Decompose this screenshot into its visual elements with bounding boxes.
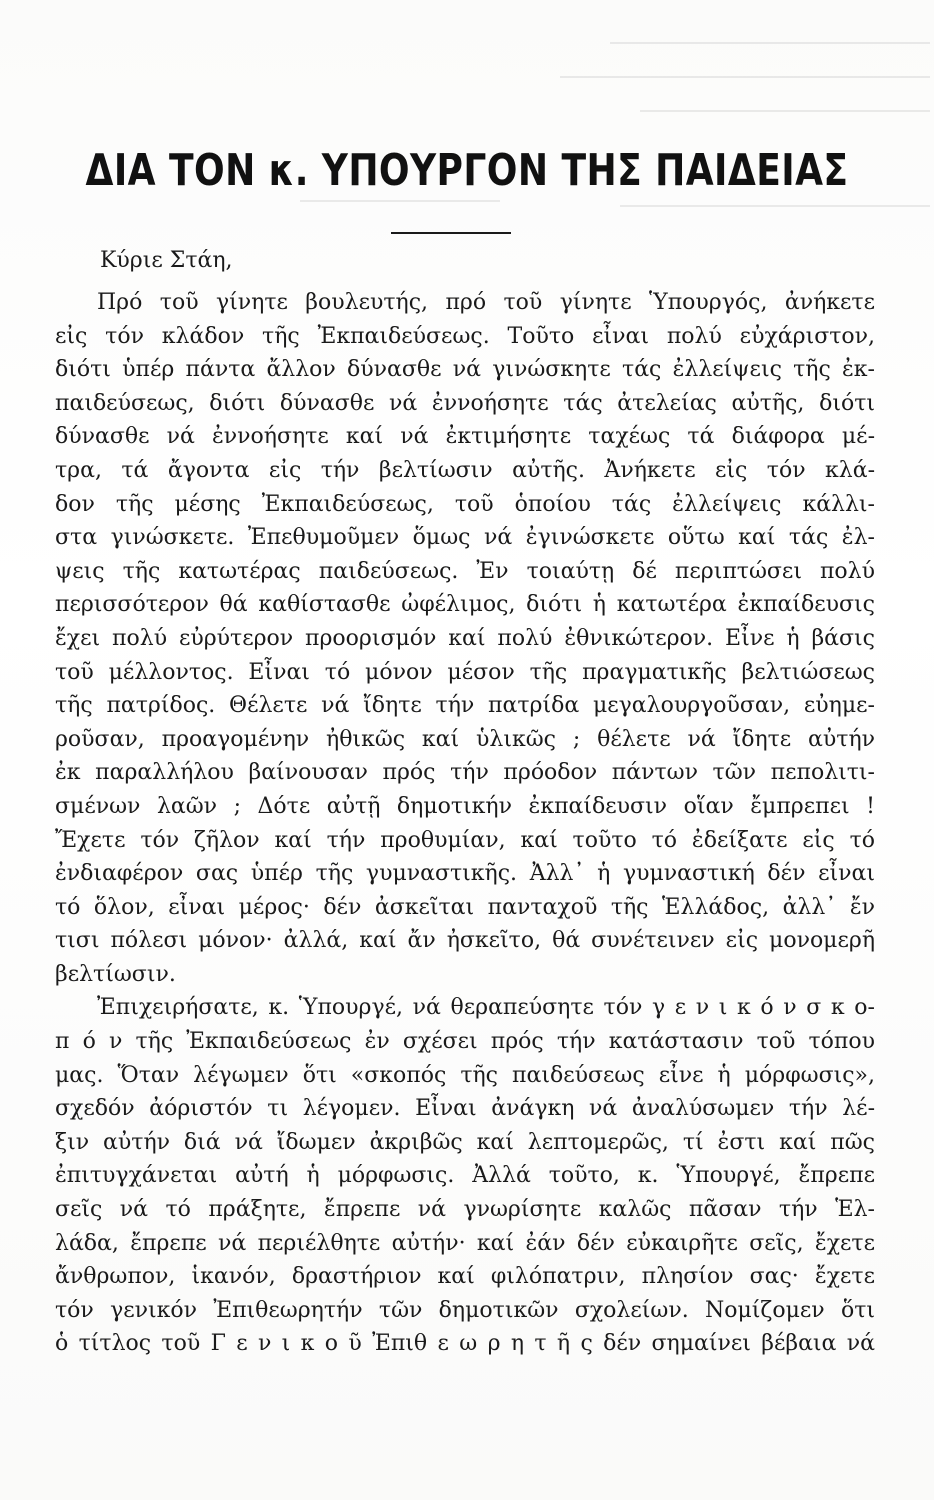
text-line: διότι ὑπέρ πάντα ἄλλον δύνασθε νά γινώσκητε τάς ἐλλείψεις τῆς ἐκ- (55, 357, 875, 383)
text-line: ἐνδιαφέρον σας ὑπέρ τῆς γυμναστικῆς. Ἀλλ᾿ ἡ γυμναστική δέν εἶναι (55, 861, 875, 887)
text-line: Ἐπιχειρήσατε, κ. Ὑπουργέ, νά θεραπεύσητε τόν γ ε ν ι κ ό ν σ κ ο- (97, 995, 875, 1021)
letter-body (55, 286, 875, 1361)
text-line: ροῦσαν, προαγομένην ἠθικῶς καί ὑλικῶς ; θέλετε νά ἴδητε αὐτήν (55, 726, 875, 752)
text-line: τόν γενικόν Ἐπιθεωρητήν τῶν δημοτικῶν σχολείων. Νομίζομεν ὅτι (55, 1297, 875, 1323)
text-line: περισσότερον θά καθίστασθε ὠφέλιμος, διότι ἡ κατωτέρα ἐκπαίδευσις (55, 592, 875, 618)
text-line: βελτίωσιν. (55, 961, 176, 987)
text-line: στα γινώσκετε. Ἐπεθυμοῦμεν ὅμως νά ἐγινώσκετε οὕτω καί τάς ἐλ- (55, 525, 875, 551)
text-line: τῆς πατρίδος. Θέλετε νά ἴδητε τήν πατρίδα μεγαλουργοῦσαν, εὐημε- (55, 693, 875, 719)
text-line: ἐκ παραλλήλου βαίνουσαν πρός τήν πρόοδον πάντων τῶν πεπολιτι- (55, 760, 875, 786)
text-line: ἐπιτυγχάνεται αὐτή ἡ μόρφωσις. Ἀλλά τοῦτο, κ. Ὑπουργέ, ἔπρεπε (55, 1163, 875, 1189)
text-line: ξιν αὐτήν διά νά ἴδωμεν ἀκριβῶς καί λεπτομερῶς, τί ἐστι καί πῶς (55, 1129, 875, 1155)
text-line: ὁ τίτλος τοῦ Γ ε ν ι κ ο ῦ Ἐπιθ ε ω ρ η τ ῆ ς δέν σημαίνει βέβαια νά (55, 1331, 875, 1357)
text-line: σμένων λαῶν ; Δότε αὐτῇ δημοτικήν ἐκπαίδευσιν οἵαν ἔμπρεπει ! (55, 793, 875, 819)
text-line: παιδεύσεως, διότι δύνασθε νά ἐννοήσητε τάς ἀτελείας αὐτῆς, διότι (55, 390, 875, 416)
text-line: τοῦ μέλλοντος. Εἶναι τό μόνον μέσον τῆς πραγματικῆς βελτιώσεως (55, 659, 875, 685)
text-line: εἰς τόν κλάδον τῆς Ἐκπαιδεύσεως. Τοῦτο εἶναι πολύ εὐχάριστον, (55, 323, 875, 349)
text-line: λάδα, ἔπρεπε νά περιέλθητε αὐτήν· καί ἐάν δέν εὐκαιρῆτε σεῖς, ἔχετε (55, 1230, 875, 1256)
text-line: μας. Ὅταν λέγωμεν ὅτι «σκοπός τῆς παιδεύσεως εἶνε ἡ μόρφωσις», (55, 1062, 875, 1088)
title-divider (391, 232, 511, 234)
text-line: ἔχει πολύ εὐρύτερον προορισμόν καί πολύ ἐθνικώτερον. Εἶνε ἡ βάσις (55, 625, 875, 651)
text-line: δύνασθε νά ἐννοήσητε καί νά ἐκτιμήσητε ταχέως τά διάφορα μέ- (55, 424, 875, 450)
text-line: δον τῆς μέσης Ἐκπαιδεύσεως, τοῦ ὁποίου τάς ἐλλείψεις κάλλι- (55, 491, 875, 517)
text-line: τισι πόλεσι μόνον· ἀλλά, καί ἄν ἠσκεῖτο, θά συνέτεινεν εἰς μονομερῆ (55, 928, 875, 954)
text-line: π ό ν τῆς Ἐκπαιδεύσεως ἐν σχέσει πρός τήν κατάστασιν τοῦ τόπου (55, 1029, 875, 1055)
text-line: τρα, τά ἄγοντα εἰς τήν βελτίωσιν αὐτῆς. Ἀνήκετε εἰς τόν κλά- (55, 457, 875, 483)
text-line: Πρό τοῦ γίνητε βουλευτής, πρό τοῦ γίνητε Ὑπουργός, ἀνήκετε (97, 290, 875, 315)
text-line: Ἔχετε τόν ζῆλον καί τήν προθυμίαν, καί τοῦτο τό ἐδείξατε εἰς τό (55, 827, 875, 853)
salutation: Κύριε Στάη, (100, 248, 233, 273)
text-line: σεῖς νά τό πράξητε, ἔπρεπε νά γνωρίσητε καλῶς πᾶσαν τήν Ἑλ- (55, 1197, 875, 1223)
text-line: σχεδόν ἀόριστόν τι λέγομεν. Εἶναι ἀνάγκη νά ἀναλύσωμεν τήν λέ- (55, 1096, 875, 1122)
text-line: ἄνθρωπον, ἱκανόν, δραστήριον καί φιλόπατριν, πλησίον σας· ἔχετε (55, 1264, 875, 1290)
text-line: ψεις τῆς κατωτέρας παιδεύσεως. Ἐν τοιαύτῃ δέ περιπτώσει πολύ (55, 558, 875, 584)
text-line: τό ὅλον, εἶναι μέρος· δέν ἀσκεῖται πανταχοῦ τῆς Ἑλλάδος, ἀλλ᾿ ἔν (55, 894, 875, 920)
page-title: ΔΙΑ ΤΟΝ κ. ΥΠΟΥΡΓΟΝ ΤΗΣ ΠΑΙΔΕΙΑΣ (85, 145, 849, 196)
